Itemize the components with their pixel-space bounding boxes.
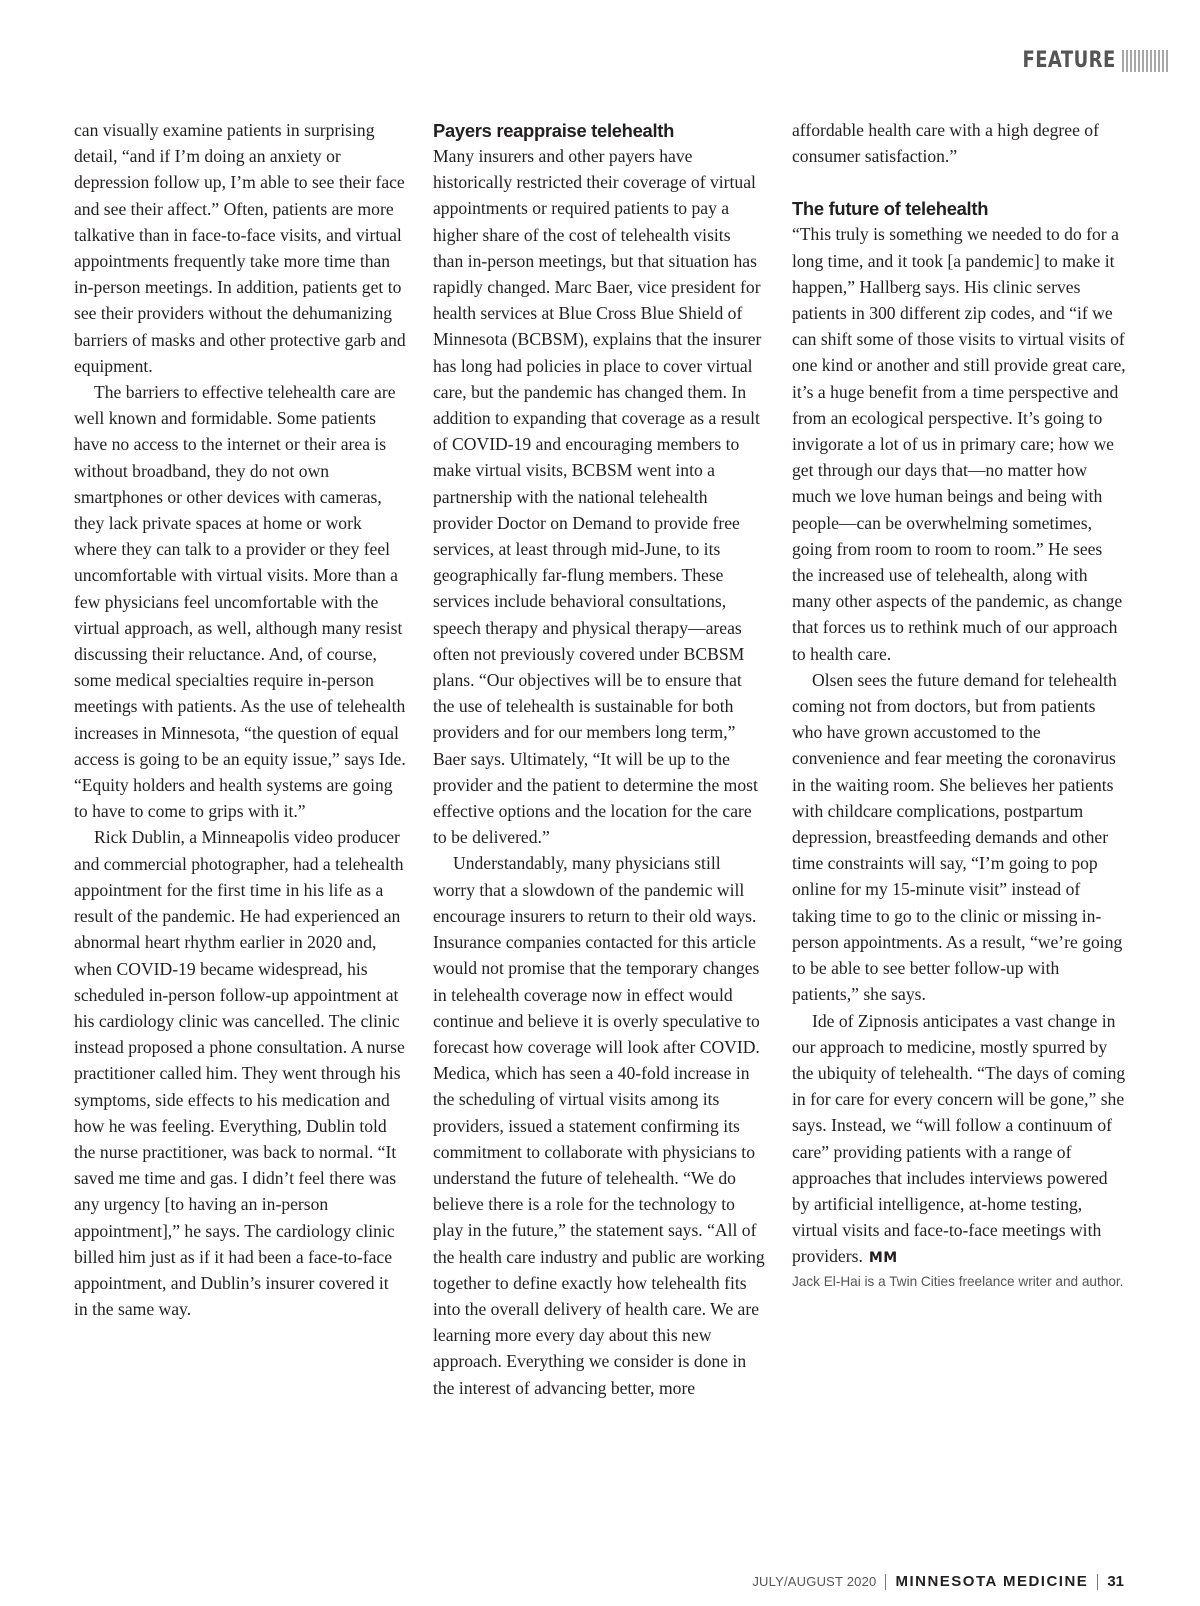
paragraph: Rick Dublin, a Minneapolis video producer and commercial photographer, had a telehealth appointment for the first time in his life as a result of the pandemic. He had experienced an abnormal heart rhythm earlier in 2020 and, when COVID-19 became widespread, his scheduled in-person follow-up appointment at his cardiology clinic was cancelled. The clinic instead proposed a phone consultation. A nurse practitioner called him. They went through his symptoms, side effects to his medication and how he was feeling. Everything, Dublin told the nurse practitioner, was back to normal. “It saved me time and gas. I didn’t feel there was any urgency [to having an in-person appointment],” he says. The cardiology clinic billed him just as if it had been a face-to-face appointment, and Dublin’s insurer covered it in the same way. — [74, 827, 405, 1320]
paragraph-final — [792, 1008, 1126, 1272]
subheading-payers: Payers reappraise telehealth — [433, 120, 675, 141]
article-column-2 — [433, 117, 765, 1401]
paragraph: can visually examine patients in surprising detail, “and if I’m doing an anxiety or depression follow up, I’m able to see their face and see their affect.” Often, patients are more talkative than in face-to-face visits, and virtual appointments frequently take more time than in-person meetings. In addition, patients get to see their providers without the dehumanizing barriers of masks and other protective garb and equipment. — [74, 120, 406, 376]
footer-divider — [885, 1574, 886, 1590]
paragraph: affordable health care with a high degree of consumer satisfaction.” — [792, 120, 1099, 167]
author-bio: Jack El-Hai is a Twin Cities freelance writer and author. — [792, 1273, 1124, 1289]
paragraph: Many insurers and other payers have historically restricted their coverage of virtual appointments or required patients to pay a higher share of the cost of telehealth visits than in-person meetings, but that situation has rapidly changed. Marc Baer, vice president for health services at Blue Cross Blue Shield of Minnesota (BCBSM), explains that the insurer has long had policies in place to cover virtual care, but the pandemic has changed them. In addition to expanding that coverage as a result of COVID-19 and encouraging members to make virtual visits, BCBSM went into a partnership with the national telehealth provider Doctor on Demand to provide free services, at least through mid-June, to its geographically far-flung members. These services include behavioral consultations, speech therapy and physical therapy—areas often not previously covered under BCBSM plans. “Our objectives will be to ensure that the use of telehealth is sustainable for both providers and for our members long term,” Baer says. Ultimately, “It will be up to the provider and the patient to determine the most effective options and the location for the care to be delivered.” — [433, 146, 762, 848]
article-column-3 — [792, 117, 1126, 1291]
page-footer — [752, 1573, 1124, 1590]
end-mark: MM — [868, 1250, 898, 1267]
section-header — [1002, 48, 1170, 73]
page-number: 31 — [1107, 1573, 1124, 1590]
paragraph: Understandably, many physicians still worry that a slowdown of the pandemic will encourage insurers to return to their old ways. Insurance companies contacted for this article would not promise that the temporary changes in telehealth coverage now in effect would continue and believe it is overly speculative to forecast how coverage will look after COVID. Medica, which has seen a 40-fold increase in the scheduling of virtual visits among its providers, issued a statement confirming its commitment to collaborate with physicians to understand the future of telehealth. “We do believe there is a role for the technology to play in the future,” the statement says. “All of the health care industry and public are working together to define exactly how telehealth fits into the overall delivery of health care. We are learning more every day about this new approach. Everything we consider is done in the interest of advancing better, more — [433, 853, 765, 1398]
paragraph: Olsen sees the future demand for telehealth coming not from doctors, but from patients who have grown accustomed to the convenience and fear meeting the coronavirus in the waiting room. She believes her patients with childcare complications, postpartum depression, breastfeeding demands and other time constraints will say, “I’m going to pop online for my 15-minute visit” instead of taking time to go to the clinic or missing in-person appointments. As a result, “we’re going to be able to see better follow-up with patients,” she says. — [792, 669, 1123, 1005]
header-pattern-decoration — [1122, 50, 1170, 72]
paragraph: The barriers to effective telehealth care are well known and formidable. Some patients have no access to the internet or their area is without broadband, they do not own smartphones or other devices with cameras, they lack private spaces at home or work where they can talk to a provider or they feel uncomfortable with virtual visits. More than a few physicians feel uncomfortable with the virtual approach, as well, although many resist discussing their reluctance. And, of course, some medical specialties require in-person meetings with patients. As the use of telehealth increases in Minnesota, “the question of equal access is going to be an equity issue,” says Ide. “Equity holders and health systems are going to have to come to grips with it.” — [74, 382, 406, 822]
section-label: FEATURE — [1022, 48, 1116, 73]
section-spacer — [792, 169, 1126, 195]
footer-divider — [1097, 1574, 1098, 1590]
paragraph: “This truly is something we needed to do for a long time, and it took [a pandemic] to make it happen,” Hallberg says. His clinic serves patients in 300 different zip codes, and “if we can shift some of those visits to virtual visits of one kind or another and still provide great care, it’s a huge benefit from a time perspective and from an ecological perspective. It’s going to invigorate a lot of us in primary care; how we get through our days that—no matter how much we love human beings and being with people—can be overwhelming sometimes, going from room to room to room.” He sees the increased use of telehealth, along with many other aspects of the pandemic, as change that forces us to rethink much of our approach to health care. — [792, 224, 1126, 664]
subheading-future: The future of telehealth — [792, 198, 989, 220]
paragraph-text: Ide of Zipnosis anticipates a vast change in our approach to medicine, mostly spurred by the ubiquity of telehealth. “The days of coming in for care for every concern will be gone,” she says. Instead, we “will follow a continuum of care” providing patients with a range of approaches that includes interviews powered by artificial intelligence, at-home testing, virtual visits and face-to-face meetings with providers. — [792, 1010, 1126, 1267]
article-column-1 — [74, 117, 406, 1322]
issue-date: JULY/AUGUST 2020 — [752, 1574, 877, 1589]
magazine-title: MINNESOTA MEDICINE — [895, 1573, 1089, 1590]
